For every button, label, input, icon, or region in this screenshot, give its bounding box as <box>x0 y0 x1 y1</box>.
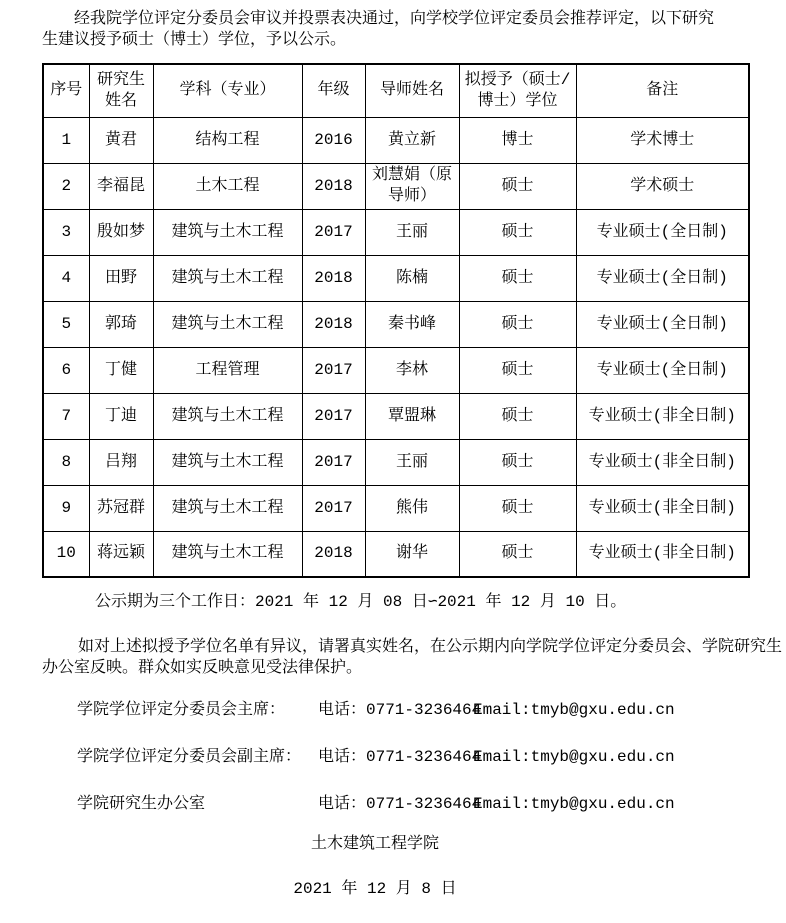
table-cell: 硕士 <box>459 393 576 439</box>
table-cell: 专业硕士(全日制) <box>576 255 749 301</box>
objection-paragraph <box>42 637 783 679</box>
degree-conferral-table <box>42 63 750 578</box>
table-cell: 结构工程 <box>153 117 302 163</box>
contact-row <box>77 747 750 768</box>
table-cell: 专业硕士(非全日制) <box>576 531 749 577</box>
table-cell: 5 <box>43 301 89 347</box>
table-cell: 硕士 <box>459 439 576 485</box>
table-cell: 9 <box>43 485 89 531</box>
table-cell: 2017 <box>302 347 365 393</box>
table-cell: 硕士 <box>459 209 576 255</box>
table-row <box>43 209 749 255</box>
table-cell: 硕士 <box>459 163 576 209</box>
table-cell: 王丽 <box>365 439 459 485</box>
publicity-period-text: 公示期为三个工作日：2021 年 12 月 08 日∽2021 年 12 月 10 日。 <box>95 593 627 611</box>
table-body <box>43 117 749 577</box>
table-header-row <box>43 64 749 117</box>
column-header: 拟授予（硕士/博士）学位 <box>459 64 576 117</box>
table-cell: 2018 <box>302 531 365 577</box>
table-cell: 硕士 <box>459 531 576 577</box>
table-cell: 熊伟 <box>365 485 459 531</box>
table-cell: 专业硕士(全日制) <box>576 209 749 255</box>
contact-row <box>77 794 750 815</box>
table-cell: 硕士 <box>459 347 576 393</box>
table-cell: 2016 <box>302 117 365 163</box>
table-cell: 工程管理 <box>153 347 302 393</box>
signature-org: 土木建筑工程学院 <box>310 835 439 853</box>
table-cell: 硕士 <box>459 301 576 347</box>
column-header: 序号 <box>43 64 89 117</box>
table-cell: 李林 <box>365 347 459 393</box>
table-row <box>43 255 749 301</box>
table-cell: 专业硕士(非全日制) <box>576 485 749 531</box>
contact-email: Email:tmyb@gxu.edu.cn <box>473 748 675 766</box>
table-cell: 丁迪 <box>89 393 153 439</box>
column-header: 学科（专业） <box>153 64 302 117</box>
contact-phone: 电话：0771-3236464 <box>318 701 482 719</box>
table-cell: 建筑与土木工程 <box>153 209 302 255</box>
table-cell: 郭琦 <box>89 301 153 347</box>
table-cell: 3 <box>43 209 89 255</box>
column-header: 年级 <box>302 64 365 117</box>
table-cell: 专业硕士(全日制) <box>576 301 749 347</box>
table-cell: 2018 <box>302 163 365 209</box>
table-cell: 2018 <box>302 255 365 301</box>
table-cell: 硕士 <box>459 255 576 301</box>
table-cell: 2018 <box>302 301 365 347</box>
contact-label: 学院学位评定分委员会主席： <box>77 701 286 719</box>
table-cell: 专业硕士(全日制) <box>576 347 749 393</box>
contact-list <box>42 700 750 815</box>
table-cell: 殷如梦 <box>89 209 153 255</box>
table-cell: 建筑与土木工程 <box>153 439 302 485</box>
table-cell: 2 <box>43 163 89 209</box>
table-cell: 王丽 <box>365 209 459 255</box>
contact-phone: 电话：0771-3236464 <box>318 795 482 813</box>
table-cell: 秦书峰 <box>365 301 459 347</box>
table-row <box>43 301 749 347</box>
intro-line: 经我院学位评定分委员会审议并投票表决通过，向学校学位评定委员会推荐评定，以下研究 <box>74 10 715 28</box>
table-cell: 蒋远颖 <box>89 531 153 577</box>
column-header: 研究生姓名 <box>89 64 153 117</box>
contact-email: Email:tmyb@gxu.edu.cn <box>473 701 675 719</box>
table-cell: 7 <box>43 393 89 439</box>
objection-line: 如对上述拟授予学位名单有异议，请署真实姓名，在公示期内向学院学位评定分委员会、学院研究生 <box>78 638 783 656</box>
contact-phone: 电话：0771-3236464 <box>318 748 482 766</box>
table-cell: 专业硕士(非全日制) <box>576 439 749 485</box>
table-row <box>43 485 749 531</box>
contact-label: 学院学位评定分委员会副主席： <box>77 748 302 766</box>
table-cell: 硕士 <box>459 485 576 531</box>
table-cell: 刘慧娟（原导师） <box>365 163 459 209</box>
table-row <box>43 163 749 209</box>
table-cell: 苏冠群 <box>89 485 153 531</box>
table-cell: 陈楠 <box>365 255 459 301</box>
column-header: 导师姓名 <box>365 64 459 117</box>
table-cell: 4 <box>43 255 89 301</box>
table-cell: 黄立新 <box>365 117 459 163</box>
table-cell: 建筑与土木工程 <box>153 531 302 577</box>
intro-line: 生建议授予硕士（博士）学位，予以公示。 <box>42 31 347 49</box>
contact-label: 学院研究生办公室 <box>77 795 206 813</box>
table-cell: 学术硕士 <box>576 163 749 209</box>
table-cell: 田野 <box>89 255 153 301</box>
table-cell: 10 <box>43 531 89 577</box>
table-cell: 专业硕士(非全日制) <box>576 393 749 439</box>
intro-paragraph <box>42 9 750 51</box>
table-cell: 覃盟琳 <box>365 393 459 439</box>
table-cell: 建筑与土木工程 <box>153 255 302 301</box>
signature-block <box>42 834 708 900</box>
table-row <box>43 531 749 577</box>
table-cell: 2017 <box>302 439 365 485</box>
table-cell: 2017 <box>302 209 365 255</box>
table-row <box>43 117 749 163</box>
table-cell: 博士 <box>459 117 576 163</box>
table-cell: 黄君 <box>89 117 153 163</box>
objection-line: 办公室反映。群众如实反映意见受法律保护。 <box>42 659 363 677</box>
table-cell: 建筑与土木工程 <box>153 393 302 439</box>
table-cell: 建筑与土木工程 <box>153 485 302 531</box>
contact-row <box>77 700 750 721</box>
table-cell: 学术博士 <box>576 117 749 163</box>
table-cell: 8 <box>43 439 89 485</box>
table-row <box>43 347 749 393</box>
table-cell: 6 <box>43 347 89 393</box>
signature-date: 2021 年 12 月 8 日 <box>293 880 457 898</box>
column-header: 备注 <box>576 64 749 117</box>
table-row <box>43 439 749 485</box>
contact-email: Email:tmyb@gxu.edu.cn <box>473 795 675 813</box>
table-cell: 2017 <box>302 393 365 439</box>
table-cell: 1 <box>43 117 89 163</box>
table-cell: 谢华 <box>365 531 459 577</box>
table-cell: 吕翔 <box>89 439 153 485</box>
table-cell: 丁健 <box>89 347 153 393</box>
table-cell: 李福昆 <box>89 163 153 209</box>
table-cell: 2017 <box>302 485 365 531</box>
table-cell: 建筑与土木工程 <box>153 301 302 347</box>
table-row <box>43 393 749 439</box>
table-cell: 土木工程 <box>153 163 302 209</box>
